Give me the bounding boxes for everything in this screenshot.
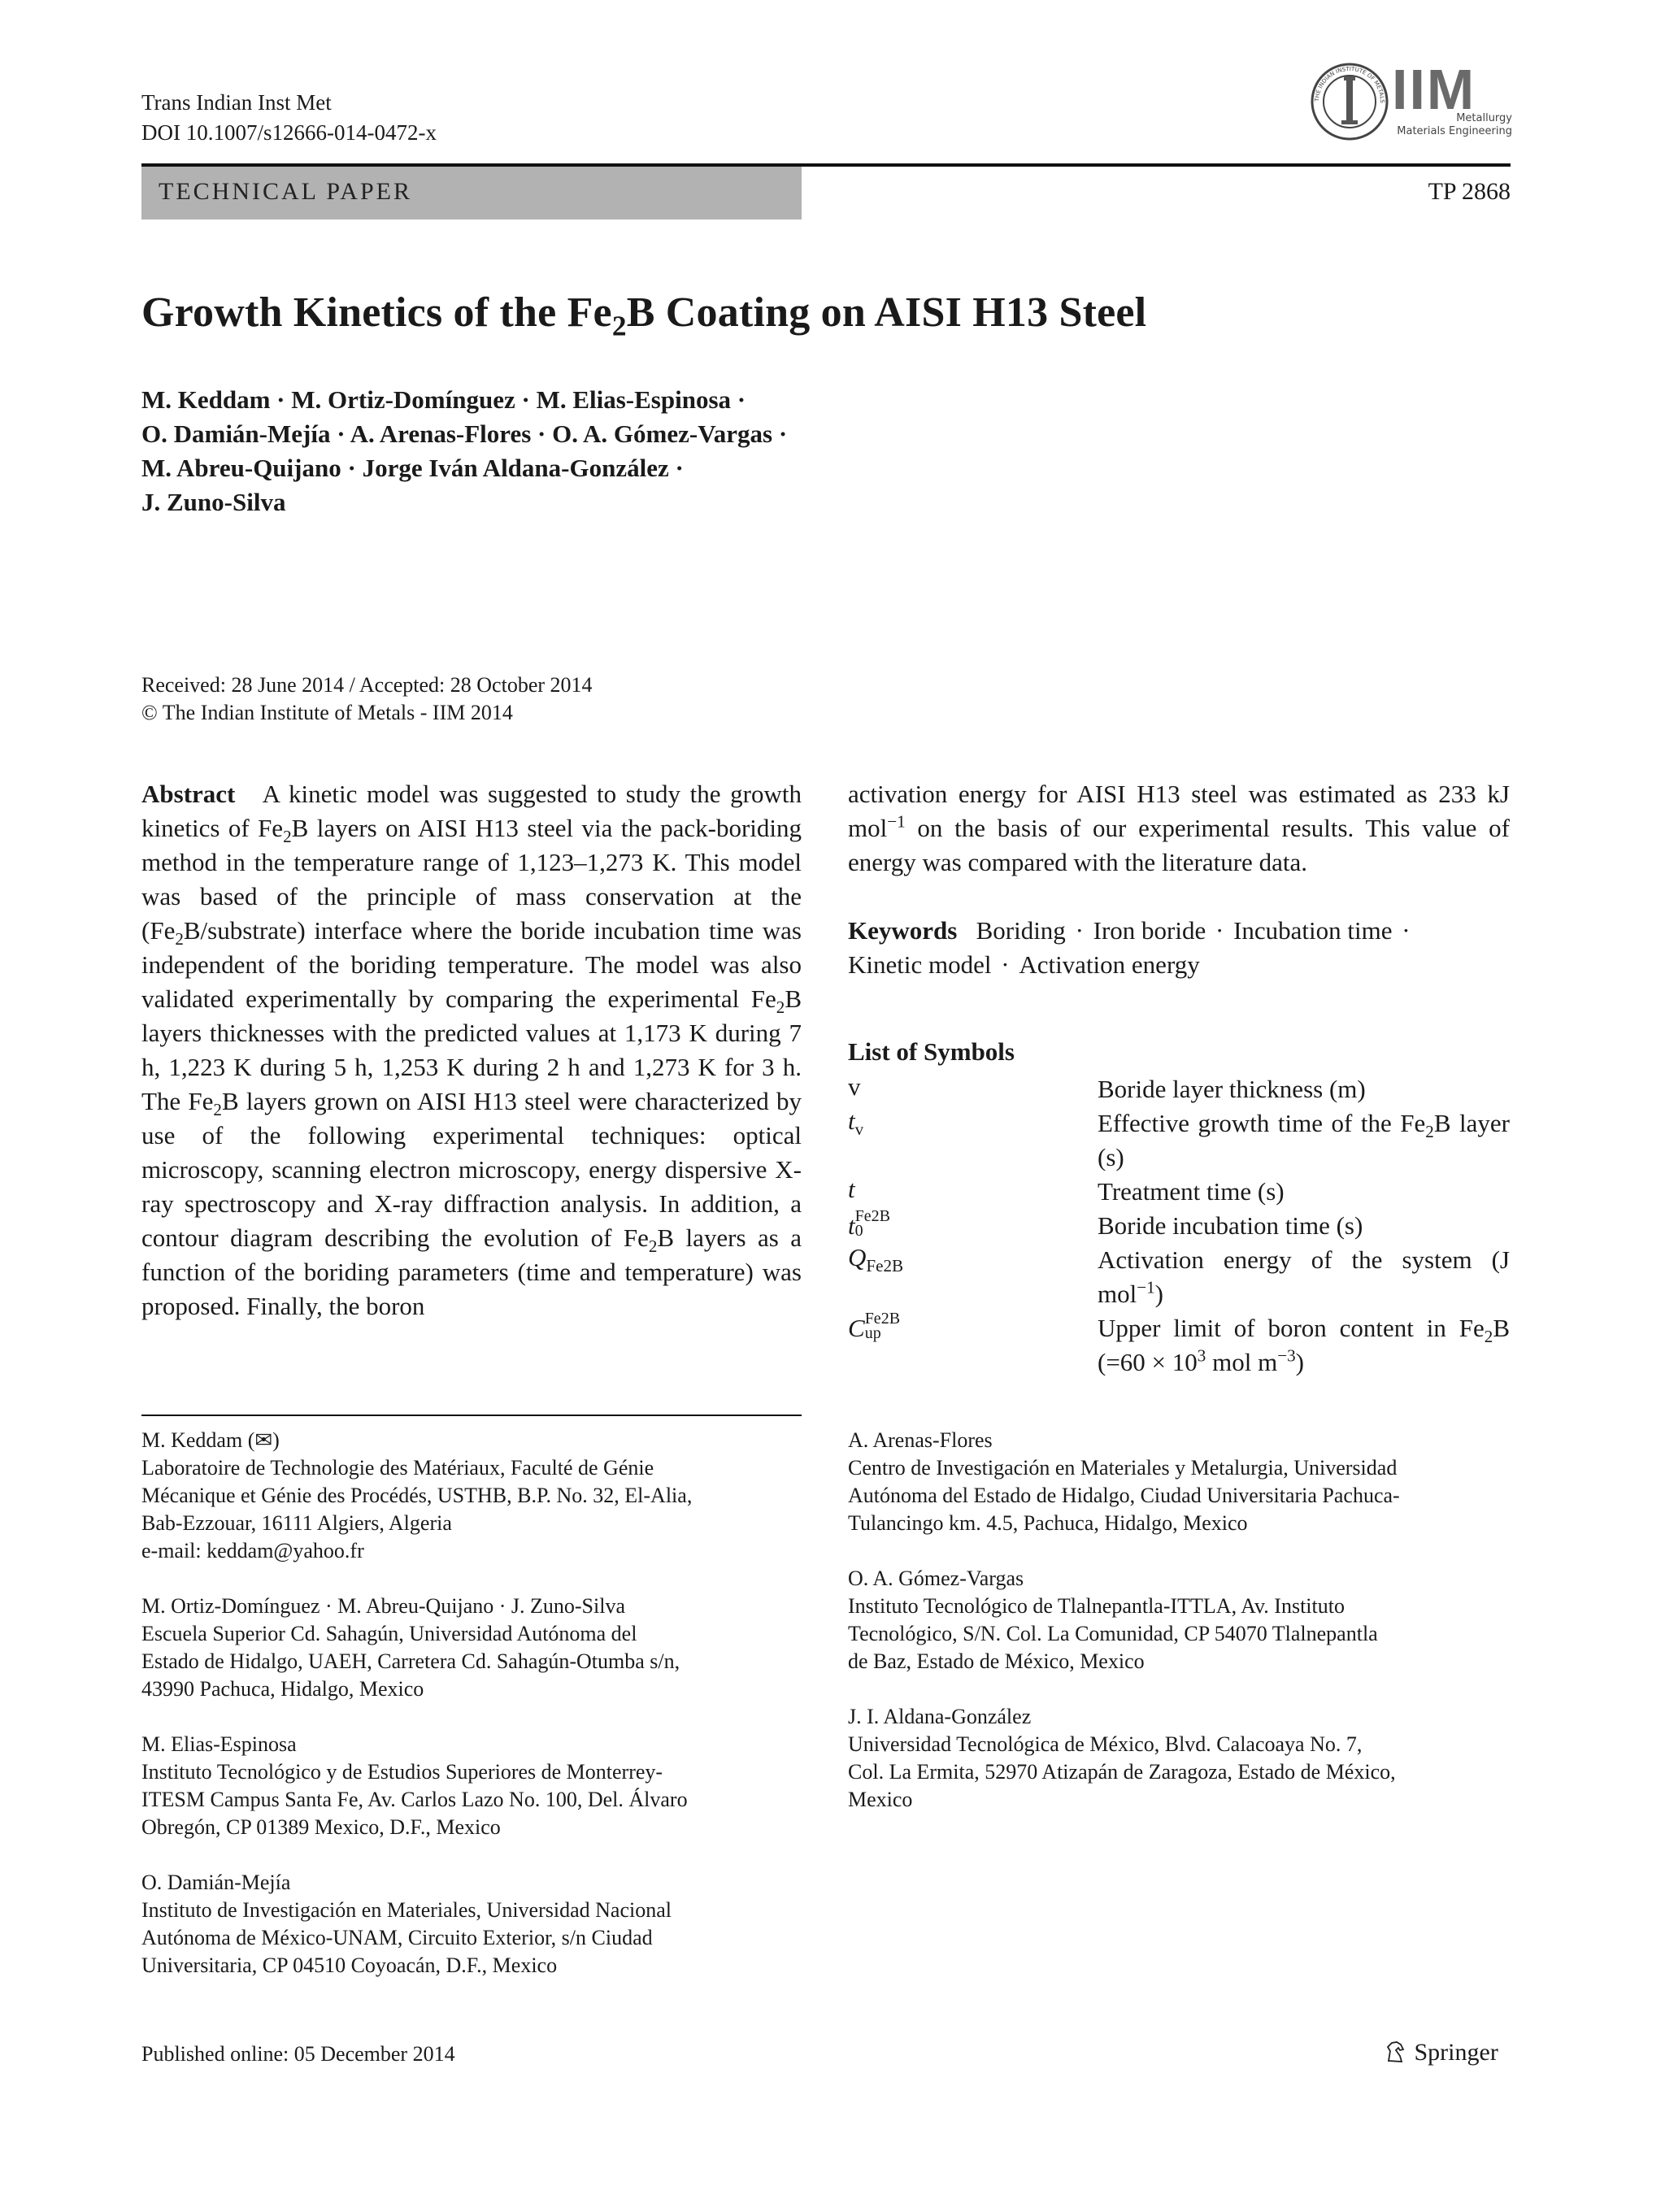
symbol-def: Treatment time (s): [1098, 1177, 1285, 1206]
subscript: 2: [776, 997, 785, 1018]
abstract-continued: [848, 777, 1510, 982]
affiliation-name: M. Ortiz-Domínguez · M. Abreu-Quijano · J. Zuno-Silva: [141, 1594, 626, 1618]
logo-ring-text: THE INDIAN INSTITUTE OF METALS: [1313, 65, 1386, 103]
affiliation-line: Tulancingo km. 4.5, Pachuca, Hidalgo, Mexico: [848, 1511, 1248, 1535]
affiliation-line: Centro de Investigación en Materiales y Metalurgia, Universidad: [848, 1456, 1398, 1480]
author-line: M. Keddam · M. Ortiz-Domínguez · M. Elias-Espinosa ·: [141, 385, 746, 414]
affiliation: [141, 1427, 816, 1565]
affiliation-name: O. A. Gómez-Vargas: [848, 1567, 1024, 1590]
affiliation-line: Instituto Tecnológico de Tlalnepantla-ITTLA, Av. Instituto: [848, 1594, 1345, 1618]
abstract-text: on the basis of our experimental results. This value of energy was compared with the literature data.: [848, 814, 1510, 876]
journal-name: Trans Indian Inst Met: [141, 90, 332, 115]
keyword: Activation energy: [1019, 950, 1200, 979]
footnote-rule: [141, 1415, 802, 1416]
symbols-heading: List of Symbols: [848, 1037, 1015, 1066]
abstract-text: B layers thicknesses with the predicted values at 1,173 K during 7 h, 1,223 K during 5 h, 1,253 K during 2 h and 1,273 K for 3 h. The Fe: [141, 984, 802, 1115]
title-sub: 2: [611, 309, 627, 342]
affiliation-name: A. Arenas-Flores: [848, 1428, 993, 1452]
symbol: $t_v$: [848, 1106, 864, 1140]
affiliation-name: M. Keddam (✉): [141, 1428, 280, 1452]
affiliation-line: Mexico: [848, 1788, 913, 1811]
logo-letters: IIM: [1392, 58, 1476, 121]
subscript: 2: [283, 827, 292, 847]
email-link[interactable]: e-mail: keddam@yahoo.fr: [141, 1539, 364, 1562]
affiliation-line: Autónoma de México-UNAM, Circuito Exterior, s/n Ciudad: [141, 1926, 653, 1949]
author-line: M. Abreu-Quijano · Jorge Iván Aldana-González ·: [141, 454, 684, 482]
publisher-logo: [1384, 2039, 1498, 2066]
logo-line1: Metallurgy: [1456, 112, 1512, 124]
affiliation-line: Instituto Tecnológico y de Estudios Superiores de Monterrey-: [141, 1760, 663, 1784]
symbol-def: Upper limit of boron content in $Fe_2B$ ($=60 \times 10^3$ mol $m^{-3}$): [1098, 1314, 1510, 1376]
symbol-def: Boride layer thickness (m): [1098, 1075, 1366, 1103]
affiliation-line: Col. La Ermita, 52970 Atizapán de Zaragoza, Estado de México,: [848, 1760, 1396, 1784]
abstract-text: B layers on AISI H13 steel via the pack-boriding method in the temperature range of 1,123–1,273 K. This model was based of the principle of mass conservation at the (Fe: [141, 814, 802, 945]
affiliation-line: de Baz, Estado de México, Mexico: [848, 1649, 1145, 1673]
affiliation-name: M. Elias-Espinosa: [141, 1732, 297, 1756]
affiliation-name: J. I. Aldana-González: [848, 1705, 1032, 1728]
keywords: Keywords Boriding · Iron boride · Incubation time · Kinetic model · Activation energy: [848, 916, 1411, 979]
paper-number: TP 2868: [1428, 178, 1511, 205]
keyword: Boriding: [976, 916, 1066, 945]
keyword: Kinetic model: [848, 950, 992, 979]
abstract-text: A kinetic model was suggested to study the growth kinetics of Fe: [141, 780, 802, 842]
affiliation: [141, 1731, 816, 1841]
affiliation: [141, 1593, 816, 1703]
affiliation-line: Escuela Superior Cd. Sahagún, Universidad Autónoma del: [141, 1622, 637, 1645]
affiliation-line: Instituto de Investigación en Materiales, Universidad Nacional: [141, 1898, 672, 1922]
affiliation-line: Tecnológico, S/N. Col. La Comunidad, CP 54070 Tlalnepantla: [848, 1622, 1378, 1645]
publication-dates: [141, 671, 593, 727]
subscript: 2: [213, 1100, 222, 1120]
symbol-def: Boride incubation time (s): [1098, 1211, 1363, 1240]
affiliation: [848, 1703, 1523, 1814]
section-label: TECHNICAL PAPER: [159, 178, 412, 205]
published-online: Published online: 05 December 2014: [141, 2042, 455, 2066]
springer-horse-icon: [1384, 2040, 1408, 2064]
affiliation: [141, 1869, 816, 1980]
abstract-text: B layers grown on AISI H13 steel were characterized by use of the following experimental techniques: optical microscopy, scanning electron microscopy, energy dispersive X-ray spectroscopy and X-ray diffraction analysis. In addition, a contour diagram describing the evolution of Fe: [141, 1087, 802, 1252]
affiliation-line: Bab-Ezzouar, 16111 Algiers, Algeria: [141, 1511, 452, 1535]
doi[interactable]: DOI 10.1007/s12666-014-0472-x: [141, 120, 437, 145]
affiliation-line: Obregón, CP 01389 Mexico, D.F., Mexico: [141, 1815, 501, 1839]
author-line: J. Zuno-Silva: [141, 488, 286, 516]
affiliation-line: 43990 Pachuca, Hidalgo, Mexico: [141, 1677, 424, 1701]
subscript: 2: [648, 1236, 658, 1257]
author-list: [141, 383, 787, 519]
symbol: $Q_{Fe2B}$: [848, 1243, 904, 1276]
affiliation-name: O. Damián-Mejía: [141, 1871, 291, 1894]
author-line: O. Damián-Mejía · A. Arenas-Flores · O. A. Gómez-Vargas ·: [141, 419, 788, 448]
title-part-1: Growth Kinetics of the Fe: [141, 289, 612, 336]
abstract-text: B/substrate) interface where the boride incubation time was independent of the boriding temperature. The model was also validated experimentally by comparing the experimental Fe: [141, 916, 802, 1013]
copyright: © The Indian Institute of Metals - IIM 2014: [141, 701, 513, 724]
affiliation-line: Estado de Hidalgo, UAEH, Carretera Cd. Sahagún-Otumba s/n,: [141, 1649, 680, 1673]
received-accepted: Received: 28 June 2014 / Accepted: 28 October 2014: [141, 673, 593, 697]
title-part-2: B Coating on AISI H13 Steel: [626, 289, 1147, 336]
symbol-def: Activation energy of the system (J mol$^{-1}$): [1098, 1245, 1510, 1308]
superscript: −1: [887, 811, 906, 832]
abstract-tail: [848, 777, 1510, 880]
keywords-heading: Keywords: [848, 916, 958, 945]
logo-line2: Materials Engineering: [1397, 125, 1512, 137]
keyword: Incubation time: [1233, 916, 1393, 945]
subscript: 2: [175, 929, 184, 950]
abstract-tail-lead: activation energy for AISI H13 steel was estimated as 233 kJ mol: [848, 780, 1510, 842]
abstract-heading: Abstract: [141, 780, 236, 808]
affiliation-line: Universidad Tecnológica de México, Blvd. Calacoaya No. 7,: [848, 1732, 1363, 1756]
symbol-def: Effective growth time of the $Fe_2B$ layer (s): [1098, 1109, 1510, 1171]
abstract: [141, 777, 802, 1323]
affiliation-line: ITESM Campus Santa Fe, Av. Carlos Lazo No. 100, Del. Álvaro: [141, 1788, 688, 1811]
symbol: v: [848, 1072, 861, 1101]
affiliation-line: Laboratoire de Technologie des Matériaux, Faculté de Génie: [141, 1456, 654, 1480]
symbol: t: [848, 1175, 855, 1203]
symbol: C Fe2B up: [848, 1310, 901, 1342]
paper-title: [141, 289, 1147, 342]
affiliation-line: Universitaria, CP 04510 Coyoacán, D.F., Mexico: [141, 1953, 558, 1977]
affiliation-line: Mécanique et Génie des Procédés, USTHB, B.P. No. 32, El-Alia,: [141, 1484, 693, 1507]
symbol: t Fe2B 0: [848, 1207, 890, 1240]
affiliation-line: Autónoma del Estado de Hidalgo, Ciudad Universitaria Pachuca-: [848, 1484, 1400, 1507]
keyword: Iron boride: [1093, 916, 1206, 945]
abstract-text: B layers as a function of the boriding parameters (time and temperature) was proposed. Finally, the boron: [141, 1223, 802, 1320]
iim-logo: [1311, 60, 1514, 143]
affiliation: [848, 1427, 1523, 1537]
affiliation: [848, 1565, 1523, 1675]
publisher-name: Springer: [1414, 2039, 1498, 2066]
